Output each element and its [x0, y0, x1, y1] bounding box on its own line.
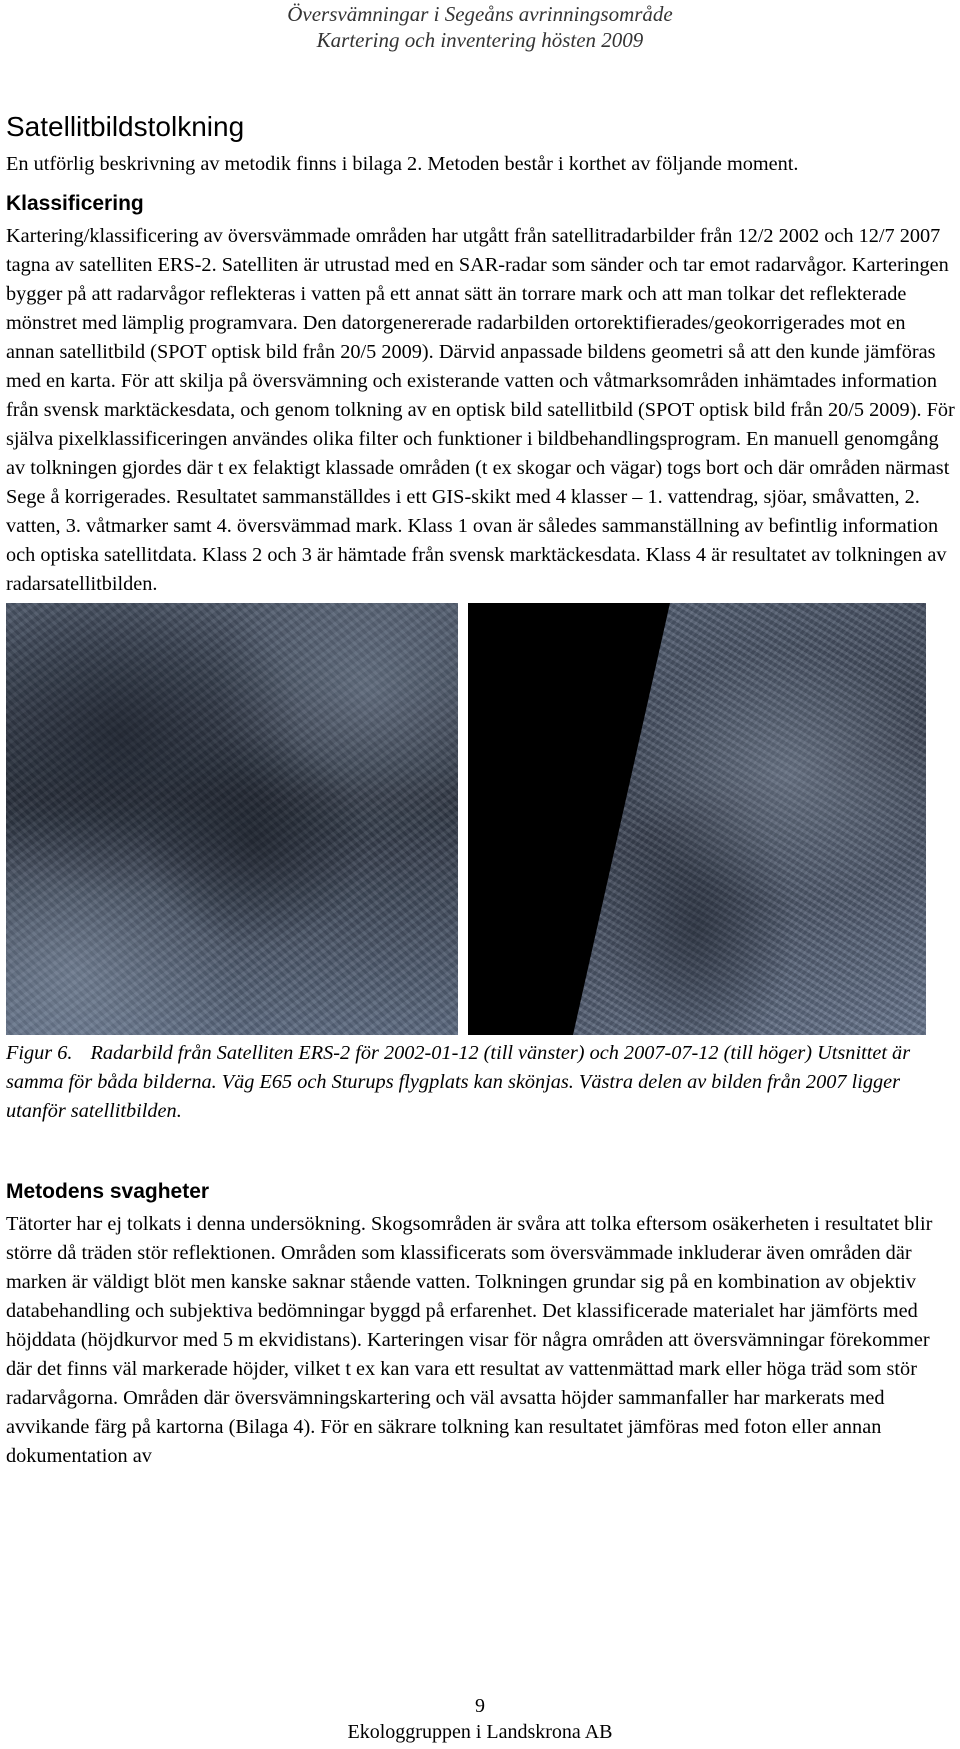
figure-label: Figur 6. [6, 1042, 73, 1064]
outside-satellite-coverage-area [468, 603, 926, 1035]
radar-image-2002 [6, 603, 458, 1035]
klassificering-paragraph: Kartering/klassificering av översvämmade områden har utgått från satellitradarbilder från 12/2 2002 och 12/7 2007 tagna av satelliten ERS-2. Satelliten är utrustad med en SAR-radar som sänder och tar emot radarvågor. Karteringen bygger på att radarvågor reflekteras i vatten på ett annat sätt än torrare mark och att man tolkar det reflekterade mönstret med lämplig programvara. Den datorgenererade radarbilden ortorektifierades/geokorrigerades mot en annan satellitbild (SPOT optisk bild från 20/5 2009). Därvid anpassade bildens geometri så att den kunde jämföras med en karta. För att skilja på översvämning och existerande vatten och våtmarksområden inhämtades information från svensk marktäckesdata, och genom tolkning av en optisk bild satellitbild (SPOT optisk bild från 20/5 2009). För själva pixelklassificeringen användes olika filter och funktioner i bildbehandlingsprogram. En manuell genomgång av tolkningen gjordes där t ex felaktigt klassade områden (t ex skogar och vägar) togs bort och där områden närmast Sege å korrigerades. Resultatet sammanställdes i ett GIS-skikt med 4 klasser – 1. vattendrag, sjöar, småvatten, 2. vatten, 3. våtmarker samt 4. översvämmad mark. Klass 1 ovan är således sammanställning av befintlig information och optiska satellitdata. Klass 2 och 3 är hämtade från svensk marktäckesdata. Klass 4 är resultatet av tolkningen av radarsatellitbilden. [6, 225, 955, 595]
figure-caption [6, 1039, 956, 1126]
page-number: 9 [475, 1695, 485, 1717]
header-report-subtitle: Kartering och inventering hösten 2009 [316, 28, 644, 52]
figure-radar-images [6, 603, 956, 1035]
footer-organization: Ekologgruppen i Landskrona AB [347, 1721, 613, 1743]
header-report-title: Översvämningar i Segeåns avrinningsområde [287, 2, 673, 26]
intro-paragraph: En utförlig beskrivning av metodik finns i bilaga 2. Metoden består i korthet av följande moment. [6, 153, 799, 175]
subsection-title-metodens-svagheter: Metodens svagheter [6, 1180, 210, 1203]
radar-image-2007 [468, 603, 926, 1035]
section-title-satellitbildstolkning: Satellitbildstolkning [6, 111, 245, 142]
figure-caption-text: Radarbild från Satelliten ERS-2 för 2002-01-12 (till vänster) och 2007-07-12 (till höger) Utsnittet är samma för båda bilderna. Väg E65 och Sturups flygplats kan skönjas. Västra delen av bilden från 2007 ligger utanför satellitbilden. [6, 1042, 911, 1122]
page-content [6, 106, 956, 1471]
svagheter-paragraph: Tätorter har ej tolkats i denna undersökning. Skogsområden är svåra att tolka eftersom osäkerheten i resultatet blir större då träden stör reflektionen. Områden som klassificerats som översvämmade inkluderar även områden där marken är väldigt blöt men kanske saknar stående vatten. Tolkningen grundar sig på en kombination av objektiv databehandling och subjektiva bedömningar byggd på erfarenhet. Det klassificerade materialet har jämförts med höjddata (höjdkurvor med 5 m ekvidistans). Karteringen visar för några områden att översvämningar förekommer där det finns väl markerade höjder, vilket t ex kan vara ett resultat av vattenmättad mark eller höga träd som stör radarvågorna. Områden där översvämningskartering och väl avsatta höjder sammanfaller har markerats med avvikande färg på kartorna (Bilaga 4). För en säkrare tolkning kan resultatet jämföras med foton eller annan dokumentation av [6, 1213, 933, 1467]
subsection-title-klassificering: Klassificering [6, 192, 144, 215]
